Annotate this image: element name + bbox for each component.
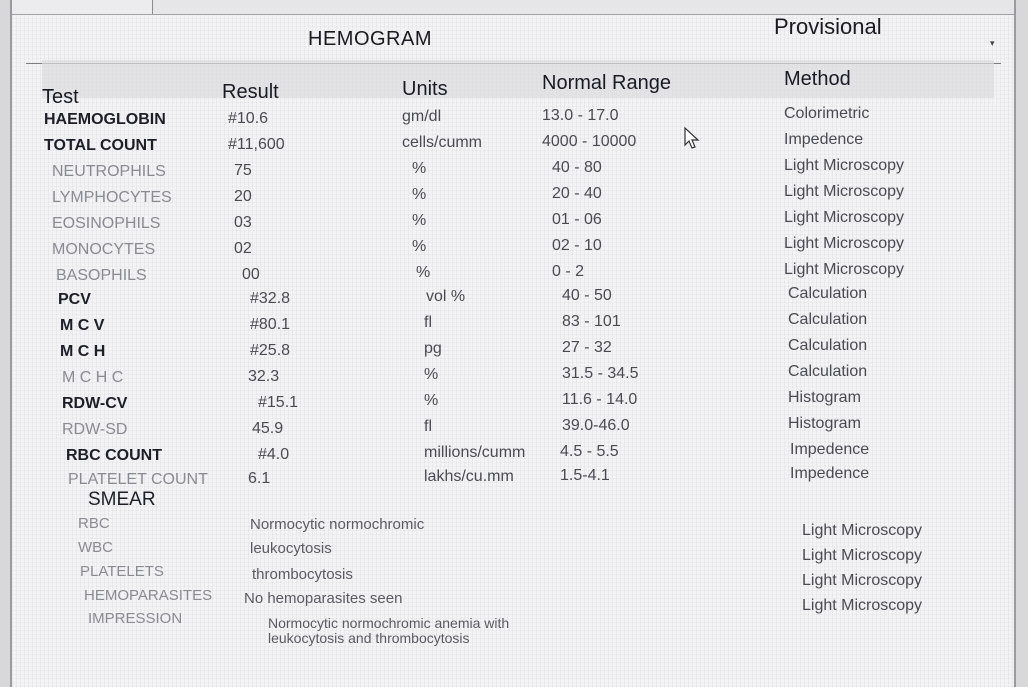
test-units: % bbox=[412, 186, 427, 203]
test-method: Impedence bbox=[784, 131, 864, 148]
smear-section-title: SMEAR bbox=[88, 489, 156, 510]
smear-rbc-value: Normocytic normochromic bbox=[250, 516, 425, 533]
test-units: % bbox=[424, 366, 439, 383]
smear-rbc-method: Light Microscopy bbox=[802, 522, 923, 539]
test-result: #80.1 bbox=[250, 315, 291, 333]
test-units: % bbox=[416, 264, 431, 281]
test-method: Calculation bbox=[788, 285, 868, 302]
test-method: Histogram bbox=[788, 389, 861, 406]
test-normal-range: 1.5-4.1 bbox=[560, 466, 610, 484]
test-normal-range: 40 - 50 bbox=[562, 286, 612, 304]
test-method: Light Microscopy bbox=[784, 157, 905, 174]
test-units: % bbox=[424, 392, 439, 409]
test-normal-range: 40 - 80 bbox=[552, 158, 602, 176]
test-result: 00 bbox=[242, 265, 260, 283]
test-normal-range: 4000 - 10000 bbox=[542, 132, 637, 150]
test-method: Impedence bbox=[790, 465, 870, 482]
test-result: #10.6 bbox=[228, 109, 269, 127]
report-window bbox=[10, 0, 1016, 687]
smear-wbc-value: leukocytosis bbox=[250, 540, 332, 557]
test-name: NEUTROPHILS bbox=[52, 163, 166, 180]
test-normal-range: 27 - 32 bbox=[562, 338, 612, 356]
test-normal-range: 31.5 - 34.5 bbox=[562, 364, 639, 382]
test-name: M C H C bbox=[62, 369, 124, 386]
test-result: #11,600 bbox=[228, 135, 285, 153]
test-name: EOSINOPHILS bbox=[52, 215, 161, 232]
test-method: Impedence bbox=[790, 441, 870, 458]
test-units: lakhs/cu.mm bbox=[424, 468, 514, 485]
window-top-bar bbox=[12, 0, 1014, 15]
test-result: 20 bbox=[234, 187, 252, 205]
test-units: cells/cumm bbox=[402, 134, 483, 151]
test-units: pg bbox=[424, 340, 442, 357]
smear-platelets-method: Light Microscopy bbox=[802, 572, 923, 589]
test-normal-range: 83 - 101 bbox=[562, 312, 621, 330]
smear-impression-value: Normocytic normochromic anemia with leukocytosis and thrombocytosis bbox=[268, 615, 510, 646]
smear-impression-label: IMPRESSION bbox=[88, 610, 183, 627]
column-test[interactable]: Test bbox=[42, 86, 79, 108]
test-name: M C H bbox=[60, 343, 106, 360]
test-method: Light Microscopy bbox=[784, 235, 905, 252]
test-result: #4.0 bbox=[258, 445, 290, 463]
status-dropdown-icon[interactable]: ▾ bbox=[990, 38, 995, 48]
test-name: PLATELET COUNT bbox=[68, 471, 208, 488]
test-method: Calculation bbox=[788, 337, 868, 354]
test-method: Light Microscopy bbox=[784, 261, 905, 278]
mouse-pointer-icon bbox=[683, 126, 703, 150]
test-name: PCV bbox=[58, 291, 91, 308]
test-normal-range: 4.5 - 5.5 bbox=[560, 442, 619, 460]
test-method: Histogram bbox=[788, 415, 861, 432]
test-units: % bbox=[412, 238, 427, 255]
smear-wbc-method: Light Microscopy bbox=[802, 547, 923, 564]
smear-rbc-label: RBC bbox=[78, 515, 110, 532]
test-normal-range: 13.0 - 17.0 bbox=[542, 106, 619, 124]
report-status: Provisional bbox=[774, 14, 882, 39]
test-result: #15.1 bbox=[258, 393, 299, 411]
test-normal-range: 0 - 2 bbox=[552, 262, 585, 280]
test-name: LYMPHOCYTES bbox=[52, 189, 172, 206]
test-normal-range: 39.0-46.0 bbox=[562, 416, 630, 434]
test-result: #32.8 bbox=[250, 289, 291, 307]
test-result: 02 bbox=[234, 239, 252, 257]
smear-platelets-label: PLATELETS bbox=[80, 563, 164, 580]
test-normal-range: 11.6 - 14.0 bbox=[562, 390, 638, 408]
test-units: gm/dl bbox=[402, 108, 442, 125]
smear-wbc-label: WBC bbox=[78, 539, 113, 556]
test-method: Colorimetric bbox=[784, 105, 870, 122]
test-name: RDW-CV bbox=[62, 395, 128, 412]
test-result: 03 bbox=[234, 213, 252, 231]
test-normal-range: 02 - 10 bbox=[552, 236, 602, 254]
test-result: #25.8 bbox=[250, 341, 291, 359]
test-units: fl bbox=[424, 314, 432, 331]
smear-hemoparasites-method: Light Microscopy bbox=[802, 597, 923, 614]
test-units: millions/cumm bbox=[424, 444, 526, 461]
test-result: 32.3 bbox=[248, 367, 280, 385]
test-name: HAEMOGLOBIN bbox=[44, 111, 166, 128]
test-units: fl bbox=[424, 418, 432, 435]
column-header-bar bbox=[42, 60, 994, 98]
test-result: 75 bbox=[234, 161, 252, 179]
test-units: % bbox=[412, 212, 427, 229]
column-method[interactable]: Method bbox=[784, 68, 851, 90]
test-name: TOTAL COUNT bbox=[44, 137, 157, 154]
test-units: % bbox=[412, 160, 427, 177]
test-name: MONOCYTES bbox=[52, 241, 156, 258]
test-method: Light Microscopy bbox=[784, 183, 905, 200]
test-method: Light Microscopy bbox=[784, 209, 905, 226]
test-name: RBC COUNT bbox=[66, 447, 162, 464]
smear-hemoparasites-label: HEMOPARASITES bbox=[84, 587, 213, 604]
test-result: 45.9 bbox=[252, 419, 284, 437]
test-normal-range: 01 - 06 bbox=[552, 210, 602, 228]
test-normal-range: 20 - 40 bbox=[552, 184, 602, 202]
test-units: vol % bbox=[426, 288, 466, 305]
test-name: M C V bbox=[60, 317, 105, 334]
test-name: BASOPHILS bbox=[56, 267, 147, 284]
smear-platelets-value: thrombocytosis bbox=[252, 566, 353, 583]
test-method: Calculation bbox=[788, 311, 868, 328]
column-normal-range[interactable]: Normal Range bbox=[542, 72, 671, 94]
test-result: 6.1 bbox=[248, 469, 271, 487]
smear-hemoparasites-value: No hemoparasites seen bbox=[244, 590, 403, 607]
column-units[interactable]: Units bbox=[402, 78, 448, 100]
window-tab[interactable] bbox=[12, 0, 153, 14]
test-method: Calculation bbox=[788, 363, 868, 380]
column-result[interactable]: Result bbox=[222, 81, 279, 103]
test-name: RDW-SD bbox=[62, 421, 128, 438]
report-title: HEMOGRAM bbox=[308, 28, 432, 50]
